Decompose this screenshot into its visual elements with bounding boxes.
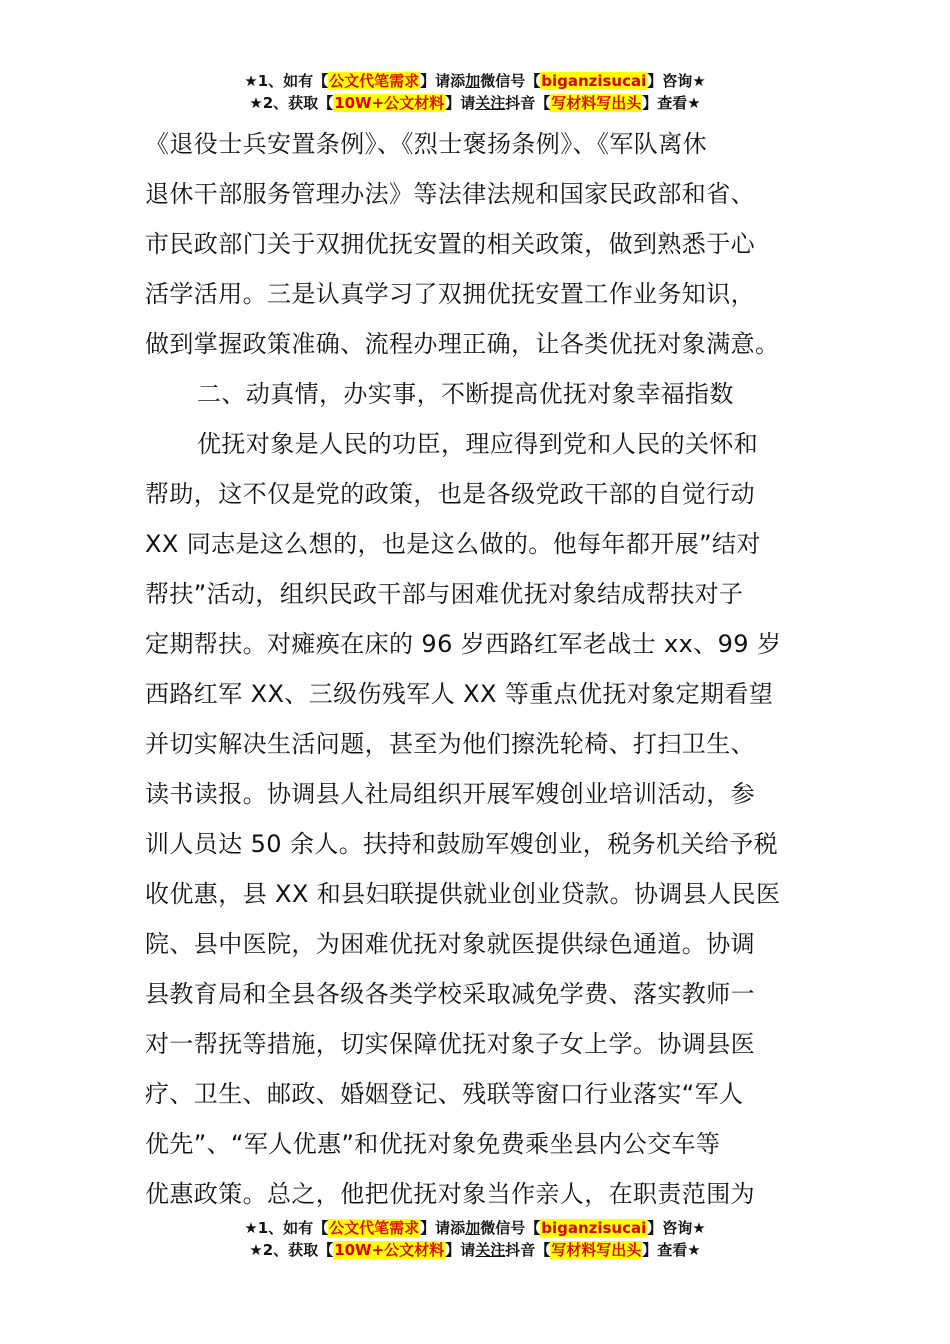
body-line: 市民政部门关于双拥优抚安置的相关政策，做到熟悉于心 — [145, 230, 755, 258]
banner-text: 抖音【 — [505, 1241, 551, 1259]
banner-text: 】查看★ — [642, 94, 701, 112]
body-line: 并切实解决生活问题，甚至为他们擦洗轮椅、打扫卫生、 — [145, 730, 755, 758]
ad-banner-bottom — [0, 1217, 950, 1261]
body-line: 收优惠，县 XX 和县妇联提供就业创业贷款。协调县人民医 — [145, 880, 781, 908]
body-line: 帮扶”活动，组织民政干部与困难优抚对象结成帮扶对子 — [145, 580, 744, 608]
body-line: 定期帮扶。对瘫痪在床的 96 岁西路红军老战士 xx、99 岁 — [145, 630, 782, 658]
body-line: 优先”、“军人优惠”和优抚对象免费乘坐县内公交车等 — [145, 1130, 721, 1158]
body-line: 训人员达 50 余人。扶持和鼓励军嫂创业，税务机关给予税 — [145, 830, 778, 858]
banner-text: 】请 — [445, 94, 476, 112]
body-line: 退休干部服务管理办法》等法律法规和国家民政部和省、 — [145, 180, 755, 208]
banner-line-2 — [0, 92, 950, 114]
paragraph-first-line: 优抚对象是人民的功臣，理应得到党和人民的关怀和 — [197, 430, 759, 458]
banner-text: 】请 — [445, 1241, 476, 1259]
banner-text: 】咨询★ — [647, 1219, 706, 1237]
banner-text: 】请添 — [420, 72, 466, 90]
banner-underlined-text: 加 — [465, 1219, 481, 1237]
body-line: 对一帮抚等措施，切实保障优抚对象子女上学。协调县医 — [145, 1030, 755, 1058]
body-line: 做到掌握政策准确、流程办理正确，让各类优抚对象满意。 — [145, 330, 780, 358]
body-line: 疗、卫生、邮政、婚姻登记、残联等窗口行业落实“军人 — [145, 1080, 744, 1108]
body-line: XX 同志是这么想的，也是这么做的。他每年都开展”结对 — [145, 530, 761, 558]
banner-line-2 — [0, 1239, 950, 1261]
ad-banner-top — [0, 70, 950, 114]
body-line: 《退役士兵安置条例》、《烈士褒扬条例》、《军队离休 — [145, 130, 707, 158]
banner-text: ★2、获取【 — [249, 94, 334, 112]
body-line: 活学活用。三是认真学习了双拥优抚安置工作业务知识， — [145, 280, 755, 308]
body-line: 西路红军 XX、三级伤残军人 XX 等重点优抚对象定期看望 — [145, 680, 774, 708]
highlight-wechat-id: biganzisucai — [541, 1219, 647, 1237]
highlight-douyin-account: 写材料写出头 — [551, 94, 642, 112]
highlight-service: 公文代笔需求 — [329, 72, 420, 90]
section-heading: 二、动真情，办实事，不断提高优抚对象幸福指数 — [197, 380, 734, 408]
banner-text: 微信号【 — [480, 72, 541, 90]
banner-underlined-text: 加 — [465, 72, 481, 90]
body-line: 优惠政策。总之，他把优抚对象当作亲人，在职责范围为 — [145, 1180, 755, 1208]
body-line: 院、县中医院，为困难优抚对象就医提供绿色通道。协调 — [145, 930, 755, 958]
highlight-douyin-account: 写材料写出头 — [551, 1241, 642, 1259]
body-line: 读书读报。协调县人社局组织开展军嫂创业培训活动，参 — [145, 780, 755, 808]
banner-text: 】咨询★ — [647, 72, 706, 90]
body-line: 县教育局和全县各级各类学校采取减免学费、落实教师一 — [145, 980, 755, 1008]
banner-text: 微信号【 — [480, 1219, 541, 1237]
banner-text: 抖音【 — [505, 94, 551, 112]
banner-text: 】请添 — [420, 1219, 466, 1237]
banner-line-1 — [0, 1217, 950, 1239]
banner-text: ★1、如有【 — [244, 1219, 329, 1237]
document-body — [145, 119, 807, 1219]
highlight-materials: 10W+公文材料 — [334, 1241, 445, 1259]
banner-underlined-text: 关注 — [475, 94, 506, 112]
highlight-materials: 10W+公文材料 — [334, 94, 445, 112]
banner-text: ★2、获取【 — [249, 1241, 334, 1259]
highlight-service: 公文代笔需求 — [329, 1219, 420, 1237]
banner-text: 】查看★ — [642, 1241, 701, 1259]
banner-text: ★1、如有【 — [244, 72, 329, 90]
banner-underlined-text: 关注 — [475, 1241, 506, 1259]
banner-line-1 — [0, 70, 950, 92]
highlight-wechat-id: biganzisucai — [541, 72, 647, 90]
body-line: 帮助，这不仅是党的政策，也是各级党政干部的自觉行动 — [145, 480, 755, 508]
